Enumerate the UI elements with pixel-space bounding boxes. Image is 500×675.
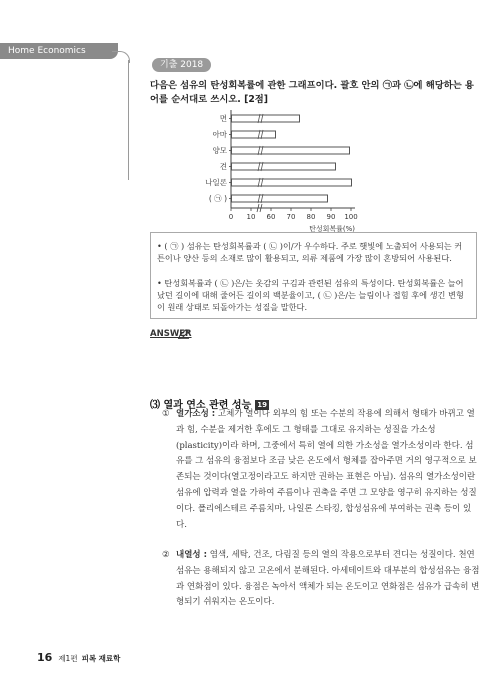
list-item-heat-resistance bbox=[162, 548, 480, 611]
x-tick-label: 10 bbox=[246, 213, 256, 221]
pencil-icon bbox=[178, 329, 190, 339]
category-label: 나일론 bbox=[205, 178, 227, 187]
category-label: ( ㉠ ) bbox=[208, 194, 227, 203]
bar-0 bbox=[232, 115, 300, 122]
x-axis-title: 탄성회복률(%) bbox=[309, 225, 355, 233]
x-tick-label: 90 bbox=[326, 213, 336, 221]
bar-5 bbox=[232, 195, 328, 202]
x-tick-label: 70 bbox=[286, 213, 296, 221]
item-number: ① bbox=[162, 409, 170, 419]
chapter-number: 제1편 bbox=[58, 654, 78, 663]
category-label: 면 bbox=[219, 114, 227, 123]
section-title: ⑶ 열과 연소 관련 성능 bbox=[150, 400, 252, 411]
bar-2 bbox=[232, 147, 350, 154]
page-footer bbox=[37, 651, 120, 664]
x-tick-label: 100 bbox=[344, 213, 358, 221]
exam-year-tag: 기출 2018 bbox=[152, 58, 211, 72]
x-tick-label: 60 bbox=[266, 213, 276, 221]
item-term: 내열성 : bbox=[176, 550, 207, 560]
exam-count-badge: 19 bbox=[257, 401, 267, 409]
x-tick-label: 0 bbox=[228, 213, 234, 221]
sidebar-rule bbox=[128, 60, 129, 180]
condition-item-2: • 탄성회복률과 ( ㉡ )은/는 옷감의 구김과 관련된 섬유의 특성이다. 탄성회복률은 늘어났던 길이에 대해 줄어든 길이의 백분율이고, ( ㉡ )은/는 늘림이나 접힘 후에 생긴 변형이 원래 상태로 되돌아가는 성질을 말한다. bbox=[157, 278, 464, 312]
condition-item-1: • ( ㉠ ) 섬유는 탄성회복률과 ( ㉡ )이/가 우수하다. 주로 햇빛에 노출되어 사용되는 커튼이나 양산 등의 소재로 많이 활용되고, 의류 제품에 가장 많이 혼방되어 사용된다. bbox=[157, 241, 463, 263]
item-text: 고체가 열이나 외부의 힘 또는 수분의 작용에 의해서 형태가 바뀌고 열과 힘, 수분을 제거한 후에도 그 형태를 그대로 유지하는 성질을 가소성(plasticity)이라 하며, 그중에서 특히 열에 의한 가소성을 열가소성이라 한다. 섬유를 그 섬유의 융점보다 조금 낮은 온도에서 형체를 잡아주면 거의 영구적으로 보존되는 것이다(열고정이라고도 하지만 권하는 표현은 아님). 섬유의 열가소성이란 섬유에 압력과 열을 가하여 주름이나 권축을 주면 그 모양을 영구히 유지하는 성질이다. 폴리에스테르 주름치마, 나일론 스타킹, 합성섬유에 부여하는 권축 등이 있다. bbox=[176, 409, 477, 530]
bar-3 bbox=[232, 163, 336, 170]
condition-box bbox=[150, 232, 477, 319]
section-tab: Home Economics bbox=[0, 43, 118, 59]
question-text: 다음은 섬유의 탄성회복률에 관한 그래프이다. 괄호 안의 ㉠과 ㉡에 해당하는 용어를 순서대로 쓰시오. [2점] bbox=[150, 80, 474, 105]
item-number: ② bbox=[162, 550, 170, 560]
item-term: 열가소성 : bbox=[176, 409, 216, 419]
chapter-title: 피복 재료학 bbox=[81, 654, 121, 663]
category-label: 견 bbox=[219, 162, 227, 171]
category-label: 양모 bbox=[212, 146, 227, 155]
bar-4 bbox=[232, 179, 352, 186]
category-label: 아마 bbox=[212, 130, 227, 139]
item-text: 염색, 세탁, 건조, 다림질 등의 열의 작용으로부터 견디는 성질이다. 천연섬유는 용해되지 않고 고온에서 분해된다. 아세테이트와 대부분의 합성섬유는 융점과 연화점이 있다. 융점은 녹아서 액체가 되는 온도이고 연화점은 섬유가 급속히 변형되기 쉬워지는 온도이다. bbox=[176, 550, 480, 608]
elasticity-bar-chart bbox=[185, 106, 385, 233]
page-number: 16 bbox=[37, 651, 53, 664]
x-tick-label: 80 bbox=[306, 213, 316, 221]
list-item-thermoplasticity bbox=[162, 407, 480, 533]
bar-1 bbox=[232, 131, 276, 138]
answer-label: ANSWER bbox=[150, 329, 192, 339]
